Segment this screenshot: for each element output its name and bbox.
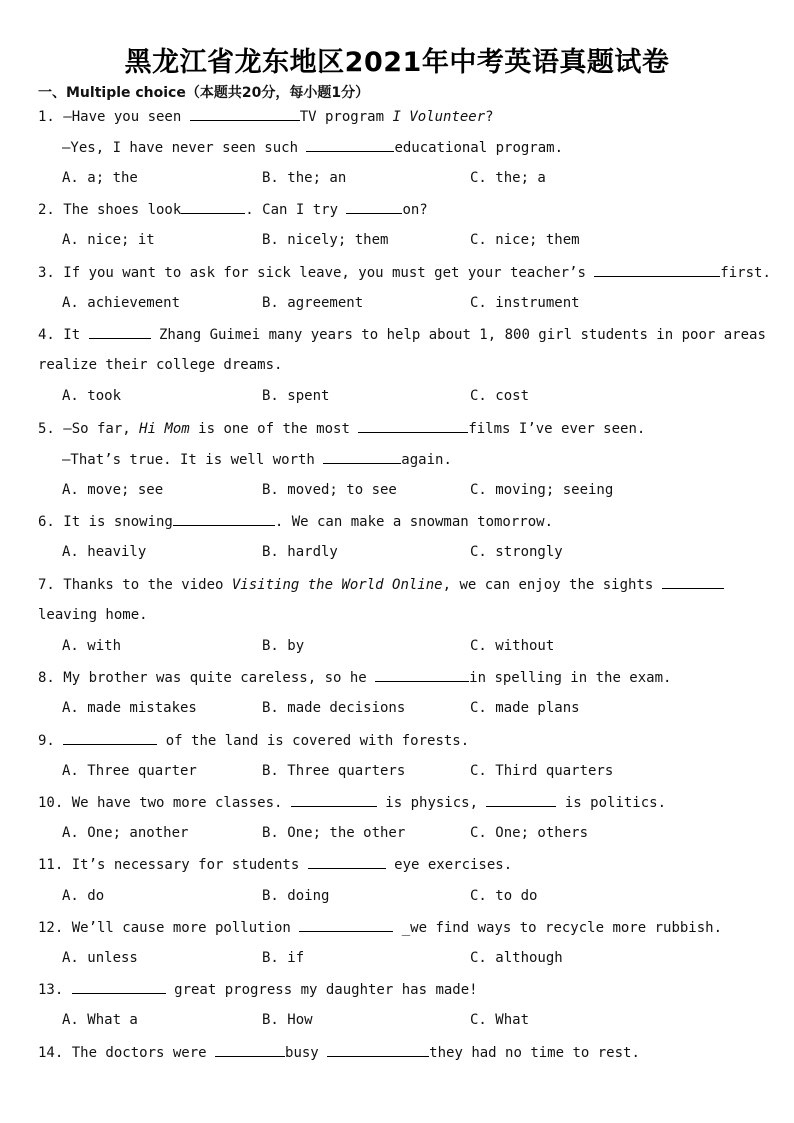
- question-text: of the land is covered with forests.: [157, 733, 470, 749]
- question-text: 11. It’s necessary for students: [38, 857, 308, 873]
- answer-blank[interactable]: [72, 981, 166, 994]
- question-text: 2. The shoes look: [38, 202, 182, 218]
- option-c[interactable]: C. nice; them: [470, 232, 580, 248]
- question-text: . We can make a snowman tomorrow.: [274, 514, 554, 530]
- answer-blank[interactable]: [346, 201, 402, 214]
- film-title: Hi Mom: [139, 421, 190, 437]
- program-title: I Volunteer: [392, 109, 486, 125]
- question-text: _we find ways to recycle more rubbish.: [393, 920, 723, 936]
- answer-blank[interactable]: [358, 420, 468, 433]
- question-8: [38, 669, 671, 686]
- option-a[interactable]: A. move; see: [62, 482, 164, 498]
- question-text: 14. The doctors were: [38, 1045, 216, 1061]
- question-7: [38, 576, 724, 593]
- option-a[interactable]: A. achievement: [62, 295, 181, 311]
- question-1-line-2: [62, 139, 563, 156]
- question-text: is physics,: [376, 795, 487, 811]
- answer-blank[interactable]: [327, 1044, 429, 1057]
- question-text: 5. —So far,: [38, 421, 140, 437]
- question-13: [38, 981, 478, 998]
- question-text: 9.: [38, 733, 64, 749]
- question-text: —That’s true. It is well worth: [62, 452, 324, 468]
- option-b[interactable]: B. hardly: [262, 544, 338, 560]
- option-a[interactable]: A. made mistakes: [62, 700, 197, 716]
- answer-blank[interactable]: [291, 794, 377, 807]
- question-text: films I’ve ever seen.: [468, 421, 646, 437]
- question-4: [38, 326, 766, 343]
- answer-blank[interactable]: [308, 856, 386, 869]
- question-9: [38, 732, 469, 749]
- option-c[interactable]: C. without: [470, 638, 555, 654]
- question-12: [38, 919, 722, 936]
- question-text: 10. We have two more classes.: [38, 795, 291, 811]
- question-text: 8. My brother was quite careless, so he: [38, 670, 376, 686]
- page-title: 黑龙江省龙东地区2021年中考英语真题试卷: [124, 47, 670, 78]
- option-c[interactable]: C. One; others: [470, 825, 589, 841]
- question-2: [38, 201, 428, 218]
- option-b[interactable]: B. made decisions: [262, 700, 406, 716]
- option-b[interactable]: B. moved; to see: [262, 482, 397, 498]
- option-b[interactable]: B. if: [262, 950, 305, 966]
- question-text: educational program.: [394, 140, 564, 156]
- question-text: ?: [485, 109, 494, 125]
- option-b[interactable]: B. One; the other: [262, 825, 406, 841]
- question-text: eye exercises.: [385, 857, 513, 873]
- question-text: 3. If you want to ask for sick leave, you must get your teacher’s: [38, 265, 595, 281]
- question-text: in spelling in the exam.: [469, 670, 672, 686]
- option-c[interactable]: C. strongly: [470, 544, 563, 560]
- option-c[interactable]: C. the; a: [470, 170, 546, 186]
- option-b[interactable]: B. How: [262, 1012, 313, 1028]
- option-a[interactable]: A. unless: [62, 950, 138, 966]
- answer-blank[interactable]: [375, 669, 469, 682]
- question-text: . Can I try: [245, 202, 347, 218]
- answer-blank[interactable]: [181, 201, 245, 214]
- option-b[interactable]: B. by: [262, 638, 305, 654]
- option-a[interactable]: A. took: [62, 388, 122, 404]
- question-text: 6. It is snowing: [38, 514, 173, 530]
- question-3: [38, 264, 771, 281]
- option-b[interactable]: B. doing: [262, 888, 330, 904]
- option-b[interactable]: B. nicely; them: [262, 232, 389, 248]
- answer-blank[interactable]: [63, 732, 157, 745]
- option-c[interactable]: C. moving; seeing: [470, 482, 614, 498]
- option-a[interactable]: A. with: [62, 638, 122, 654]
- question-text: 13.: [38, 982, 72, 998]
- section-heading: 一、Multiple choice（本题共20分，每小题1分）: [38, 85, 370, 101]
- question-7-line-2: leaving home.: [38, 607, 148, 623]
- option-a[interactable]: A. What a: [62, 1012, 138, 1028]
- question-text: 1. —Have you seen: [38, 109, 190, 125]
- question-text: again.: [401, 452, 452, 468]
- question-text: TV program: [299, 109, 393, 125]
- question-text: on?: [402, 202, 428, 218]
- question-text: great progress my daughter has made!: [165, 982, 478, 998]
- question-text: 7. Thanks to the video: [38, 577, 232, 593]
- option-c[interactable]: C. to do: [470, 888, 538, 904]
- answer-blank[interactable]: [662, 576, 724, 589]
- question-11: [38, 856, 512, 873]
- option-a[interactable]: A. a; the: [62, 170, 138, 186]
- option-a[interactable]: A. One; another: [62, 825, 189, 841]
- question-text: they had no time to rest.: [429, 1045, 640, 1061]
- option-c[interactable]: C. although: [470, 950, 563, 966]
- question-text: first.: [720, 265, 771, 281]
- question-5: [38, 420, 645, 437]
- question-5-line-2: [62, 451, 452, 468]
- answer-blank[interactable]: [306, 139, 394, 152]
- answer-blank[interactable]: [594, 264, 720, 277]
- answer-blank[interactable]: [173, 513, 275, 526]
- option-c[interactable]: C. What: [470, 1012, 530, 1028]
- question-10: [38, 794, 666, 811]
- option-c[interactable]: C. instrument: [470, 295, 580, 311]
- video-title: Visiting the World Online: [231, 577, 443, 593]
- option-b[interactable]: B. agreement: [262, 295, 364, 311]
- answer-blank[interactable]: [486, 794, 556, 807]
- question-text: —Yes, I have never seen such: [62, 140, 307, 156]
- question-14: [38, 1044, 640, 1061]
- option-c[interactable]: C. cost: [470, 388, 530, 404]
- answer-blank[interactable]: [215, 1044, 285, 1057]
- option-b[interactable]: B. Three quarters: [262, 763, 406, 779]
- option-c[interactable]: C. Third quarters: [470, 763, 614, 779]
- option-a[interactable]: A. nice; it: [62, 232, 155, 248]
- option-a[interactable]: A. Three quarter: [62, 763, 197, 779]
- answer-blank[interactable]: [89, 326, 151, 339]
- option-b[interactable]: B. the; an: [262, 170, 347, 186]
- option-c[interactable]: C. made plans: [470, 700, 580, 716]
- question-text: is politics.: [556, 795, 667, 811]
- option-a[interactable]: A. do: [62, 888, 105, 904]
- answer-blank[interactable]: [299, 919, 393, 932]
- question-text: Zhang Guimei many years to help about 1, 800 girl students in poor areas: [150, 327, 766, 343]
- question-text: 12. We’ll cause more pollution: [38, 920, 300, 936]
- question-6: [38, 513, 553, 530]
- option-a[interactable]: A. heavily: [62, 544, 147, 560]
- question-text: is one of the most: [189, 421, 359, 437]
- question-4-line-2: realize their college dreams.: [38, 357, 283, 373]
- question-text: 4. It: [38, 327, 89, 343]
- question-1: [38, 108, 494, 125]
- question-text: , we can enjoy the sights: [442, 577, 662, 593]
- answer-blank[interactable]: [190, 108, 300, 121]
- answer-blank[interactable]: [323, 451, 401, 464]
- question-text: busy: [285, 1045, 328, 1061]
- option-b[interactable]: B. spent: [262, 388, 330, 404]
